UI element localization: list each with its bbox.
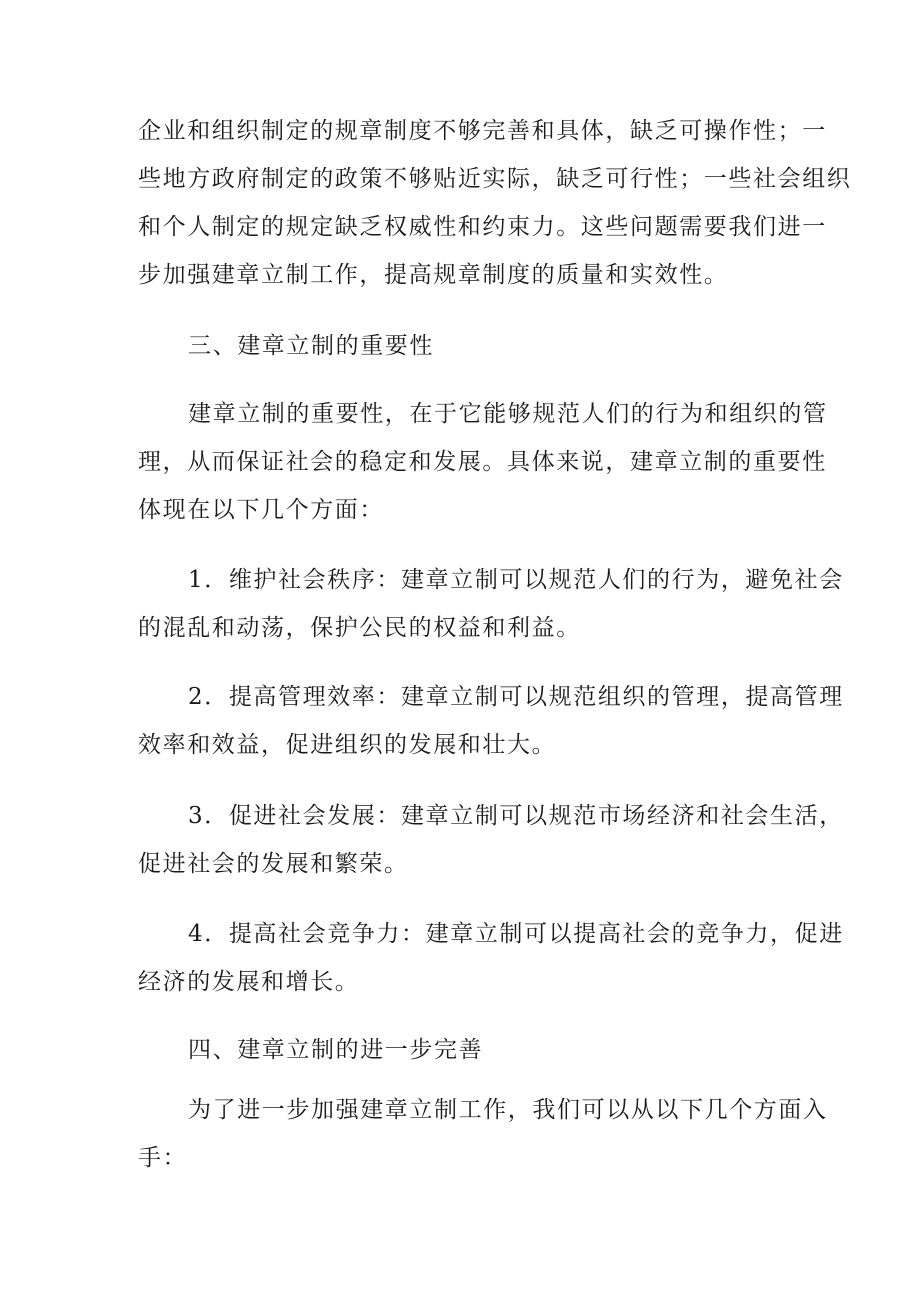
text-line: 的混乱和动荡，保护公民的权益和利益。 [138, 615, 581, 641]
text-line: 效率和效益，促进组织的发展和壮大。 [138, 732, 557, 758]
text-line: 步加强建章立制工作，提高规章制度的质量和实效性。 [138, 262, 729, 288]
paragraph-improvement-intro [138, 1086, 828, 1182]
section-heading-three [138, 322, 798, 370]
section-heading: 四、建章立制的进一步完善 [188, 1037, 484, 1063]
list-item-1 [138, 556, 844, 652]
text-line: 企业和组织制定的规章制度不够完善和具体，缺乏可操作性；一 [138, 118, 827, 144]
section-heading: 三、建章立制的重要性 [188, 333, 434, 359]
text-line: 经济的发展和增长。 [138, 969, 360, 995]
section-heading-four [138, 1026, 798, 1074]
list-item-2 [138, 673, 844, 769]
text-line: 2．提高管理效率：建章立制可以规范组织的管理，提高管理 [188, 684, 844, 710]
text-line: 和个人制定的规定缺乏权威性和约束力。这些问题需要我们进一 [138, 214, 827, 240]
list-item-3 [138, 792, 844, 888]
paragraph-importance-intro [138, 390, 828, 534]
text-line: 建章立制的重要性，在于它能够规范人们的行为和组织的管 [188, 401, 828, 427]
text-line: 1．维护社会秩序：建章立制可以规范人们的行为，避免社会 [188, 567, 844, 593]
text-line: 4．提高社会竞争力：建章立制可以提高社会的竞争力，促进 [188, 921, 844, 947]
text-line: 手： [138, 1145, 188, 1171]
text-line: 3．促进社会发展：建章立制可以规范市场经济和社会生活， [188, 803, 844, 829]
text-line: 些地方政府制定的政策不够贴近实际，缺乏可行性；一些社会组织 [138, 166, 852, 192]
paragraph-intro-continued [138, 107, 852, 299]
text-line: 为了进一步加强建章立制工作，我们可以从以下几个方面入 [188, 1097, 828, 1123]
text-line: 促进社会的发展和繁荣。 [138, 851, 409, 877]
text-line: 理，从而保证社会的稳定和发展。具体来说，建章立制的重要性 [138, 449, 827, 475]
list-item-4 [138, 910, 844, 1006]
text-line: 体现在以下几个方面： [138, 497, 384, 523]
